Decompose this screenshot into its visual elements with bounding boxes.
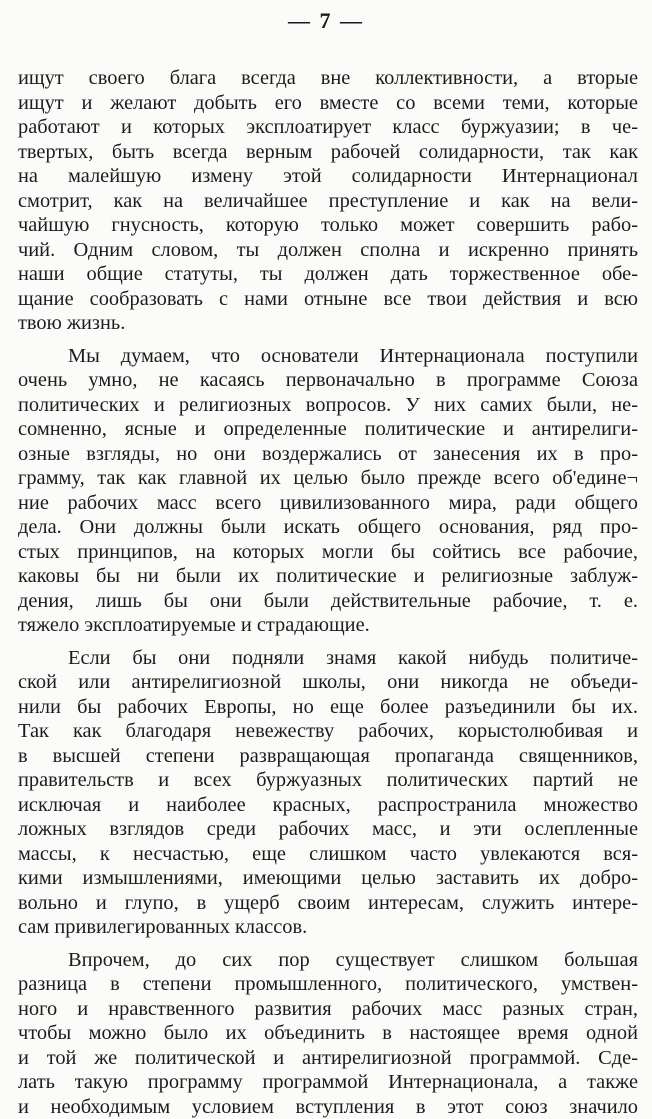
text-line: политических и религиозных вопросов. У них самих были, не- [18,393,638,418]
text-line: ской или антирелигиозной школы, они никогда не объеди- [18,670,638,695]
text-line: грамму, так как главной их целью было прежде всего об'едине¬ [18,466,638,491]
text-line: Впрочем, до сих пор существует слишком большая [18,948,638,973]
text-line: твертых, быть всегда верным рабочей солидарности, так как [18,140,638,165]
text-line: Мы думаем, что основатели Интернационала поступили [18,344,638,369]
text-line: тяжело эксплоатируемые и страдающие. [18,613,638,638]
body-text [18,66,638,1119]
text-line: правительств и всех буржуазных политических партий не [18,768,638,793]
text-line: массы, к несчастью, еще слишком часто увлекаются вся- [18,842,638,867]
paragraph [18,344,638,638]
text-line: лать такую программу программой Интернационала, а также [18,1070,638,1095]
text-line: ложных взглядов среди рабочих масс, и эти ослепленные [18,817,638,842]
text-line: Если бы они подняли знамя какой нибудь политиче- [18,646,638,671]
text-line: в высшей степени развращающая пропаганда священников, [18,744,638,769]
text-line: на малейшую измену этой солидарности Интернационал [18,164,638,189]
text-line: Так как благодаря невежеству рабочих, корыстолюбивая и [18,719,638,744]
text-line: наши общие статуты, ты должен дать торжественное обе- [18,262,638,287]
text-line: сам привилегированных классов. [18,915,638,940]
text-line: разница в степени промышленного, политического, умствен- [18,972,638,997]
text-line: чайшую гнусность, которую только может совершить рабо- [18,213,638,238]
text-line: озные взгляды, но они воздержались от занесения их в про- [18,442,638,467]
text-line: ного и нравственного развития рабочих масс разных стран, [18,997,638,1022]
text-line: нили бы рабочих Европы, но еще более разъединили бы их. [18,695,638,720]
text-line: дела. Они должны были искать общего основания, ряд про- [18,515,638,540]
text-line: каковы бы ни были их политические и религиозные заблуж- [18,564,638,589]
text-line: кими измышлениями, имеющими целью заставить их добро- [18,866,638,891]
paragraph-gap [18,940,638,948]
text-line: стых принципов, на которых могли бы сойтись все рабочие, [18,540,638,565]
text-line: очень умно, не касаясь первоначально в программе Союза [18,368,638,393]
text-line: чий. Одним словом, ты должен сполна и искренно принять [18,238,638,263]
text-line: и той же политической и антирелигиозной программой. Сде- [18,1046,638,1071]
text-line: щание сообразовать с нами отныне все твои действия и всю [18,287,638,312]
paragraph-gap [18,336,638,344]
text-line: работают и которых эксплоатирует класс буржуазии; в че- [18,115,638,140]
page-number: — 7 — [0,8,652,34]
paragraph [18,948,638,1119]
text-line: ние рабочих масс всего цивилизованного мира, ради общего [18,491,638,516]
paragraph-gap [18,638,638,646]
text-line: ищут своего блага всегда вне коллективности, а вторые [18,66,638,91]
text-line: смотрит, как на величайшее преступление и как на вели- [18,189,638,214]
text-line: твою жизнь. [18,311,638,336]
text-line: ищут и желают добыть его вместе со всеми теми, которые [18,91,638,116]
text-line: дения, лишь бы они были действительные рабочие, т. е. [18,589,638,614]
text-line: чтобы можно было их объединить в настоящее время одной [18,1021,638,1046]
paragraph [18,646,638,940]
text-line: сомненно, ясные и определенные политические и антирелиги- [18,417,638,442]
text-line: и необходимым условием вступления в этот союз значило [18,1095,638,1119]
paragraph [18,66,638,336]
text-line: исключая и наиболее красных, распространила множество [18,793,638,818]
text-line: вольно и глупо, в ущерб своим интересам, служить интере- [18,891,638,916]
